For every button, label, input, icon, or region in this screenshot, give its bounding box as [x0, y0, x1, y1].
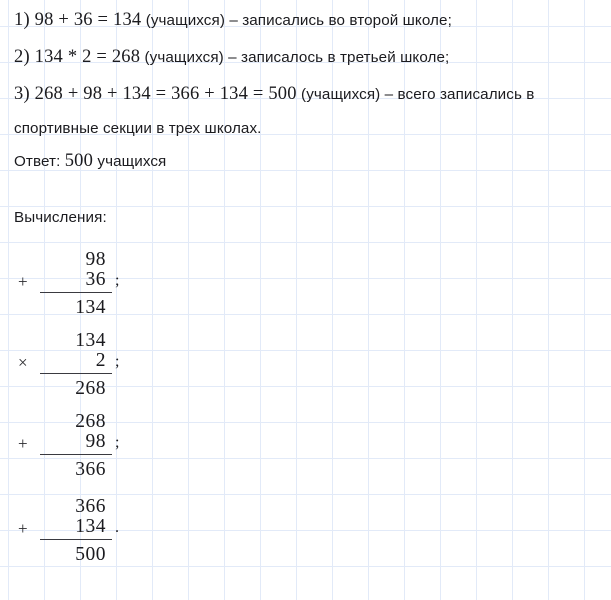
calc-4-result: 500	[75, 544, 106, 565]
solution-step-1	[14, 10, 452, 31]
calc-3-result: 366	[75, 459, 106, 480]
solution-step-2	[14, 47, 449, 68]
calc-4-bottom-operand: 134	[40, 517, 112, 541]
step-3-unit: (учащихся)	[301, 86, 381, 103]
step-3-dash: –	[384, 86, 394, 103]
plus-sign-icon: +	[18, 433, 28, 453]
step-2-expression: 134 * 2 = 268	[34, 47, 141, 67]
step-2-dash: –	[228, 49, 237, 66]
calc-1-bottom-operand: 36	[40, 270, 112, 294]
solution-step-3-continuation: спортивные секции в трех школах.	[14, 120, 262, 137]
step-1-expression: 98 + 36 = 134	[34, 10, 142, 30]
answer-label: Ответ:	[14, 153, 61, 170]
step-1-description: записались во второй школе;	[242, 12, 452, 29]
step-2-unit: (учащихся)	[144, 49, 224, 66]
step-1-dash: –	[229, 12, 238, 29]
calc-3-top-operand: 268	[75, 411, 106, 432]
calc-4-punctuation: .	[115, 519, 119, 536]
calc-addition-1	[18, 250, 126, 318]
calc-2-top-operand: 134	[75, 330, 106, 351]
step-2-marker: 2)	[14, 47, 30, 67]
calc-2-punctuation: ;	[115, 353, 120, 370]
calc-2-result: 268	[75, 378, 106, 399]
multiplication-sign-icon: ×	[18, 352, 28, 372]
answer-line	[14, 151, 166, 172]
step-3-expression: 268 + 98 + 134 = 366 + 134 = 500	[34, 84, 297, 104]
solution-step-3	[14, 84, 534, 105]
calc-1-result: 134	[75, 297, 106, 318]
calc-addition-2	[18, 412, 126, 480]
calc-2-bottom-operand: 2	[40, 351, 112, 375]
answer-unit: учащихся	[97, 153, 167, 170]
calc-3-bottom-operand: 98	[40, 432, 112, 456]
calculations-heading: Вычисления:	[14, 209, 107, 226]
calc-1-top-operand: 98	[85, 249, 106, 270]
step-1-unit: (учащихся)	[145, 12, 225, 29]
calc-1-punctuation: ;	[115, 272, 120, 289]
step-3-marker: 3)	[14, 84, 30, 104]
calc-3-punctuation: ;	[115, 434, 120, 451]
plus-sign-icon: +	[18, 271, 28, 291]
calc-addition-3	[18, 497, 126, 565]
step-2-description: записалось в третьей школе;	[241, 49, 450, 66]
answer-value: 500	[64, 151, 94, 171]
step-3-description: всего записались в	[397, 86, 535, 103]
step-1-marker: 1)	[14, 10, 30, 30]
plus-sign-icon: +	[18, 518, 28, 538]
calc-multiplication-1	[18, 331, 126, 399]
calc-4-top-operand: 366	[75, 496, 106, 517]
